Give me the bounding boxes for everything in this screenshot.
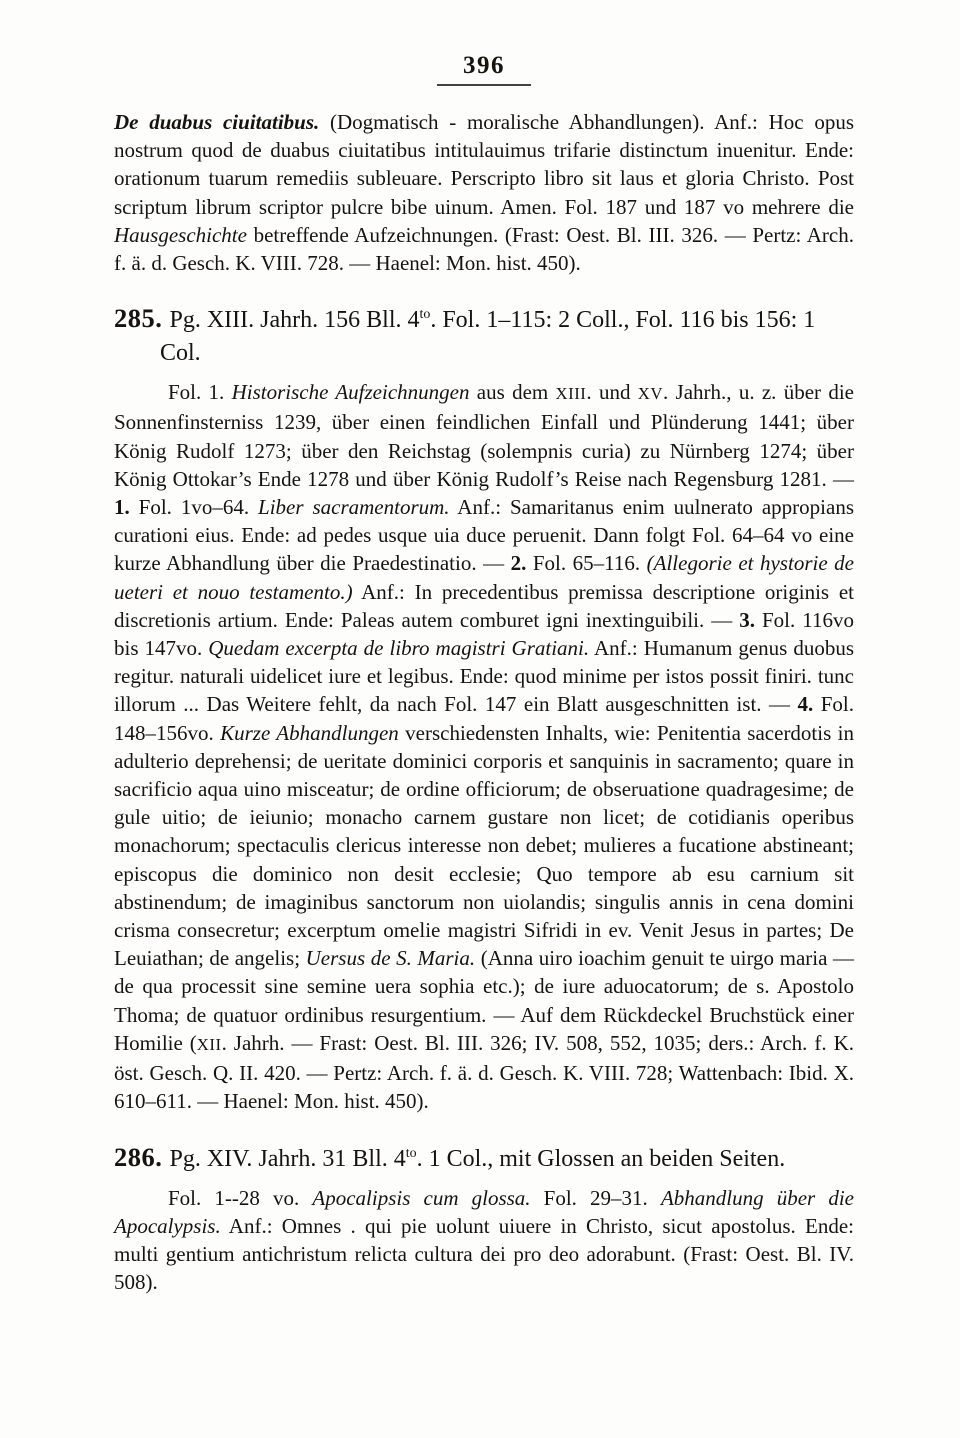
text-segment: 3. xyxy=(739,607,755,632)
text-segment: Fol. 65–116. xyxy=(526,551,647,576)
text-segment: Apocalipsis cum glossa. xyxy=(312,1185,531,1210)
paragraph xyxy=(114,378,860,1115)
paragraph xyxy=(114,1184,860,1297)
paragraph xyxy=(114,108,860,277)
text-segment: Kurze Abhandlungen xyxy=(220,720,399,745)
text-segment: De duabus ciuitatibus. xyxy=(114,110,320,134)
text-segment: . und xyxy=(586,380,638,405)
text-segment: . Jahrh. — Frast: Oest. Bl. III. 326; IV. 508, 552, 1035; ders.: Arch. f. K. öst. Gesch. Q. II. 420. — Pertz: Arch. f. ä. d. Gesch. K. VIII. 728; Wattenbach: Ibid. X. 610–611. — Haenel: Mon. hist. 450). xyxy=(114,1030,860,1114)
text-segment: Fol. 1vo–64. xyxy=(129,495,259,520)
entry-number: 286. xyxy=(114,1141,170,1172)
text-segment: Pg. XIV. Jahrh. 31 Bll. 4 xyxy=(169,1145,406,1172)
text-segment: XII xyxy=(196,1034,222,1054)
text-segment: 4. xyxy=(797,692,814,717)
text-segment: to xyxy=(419,307,431,323)
entry-number: 285. xyxy=(114,303,170,334)
text-segment: 1. xyxy=(114,495,130,520)
text-segment: XV xyxy=(637,384,663,404)
text-segment: Fol. 29–31. xyxy=(530,1185,661,1210)
text-segment: . Jahrh., u. z. über die Sonnenfinsterniss 1239, über einen feindlichen Einfall und Plünderung 1441; über König Rudolf 1273; über den Reichstag (solempnis curia) zu Nürnberg 1274; über König Ottokar’s Ende 1278 und über König Rudolf’s Reise nach Regensburg 1281. — xyxy=(114,380,860,491)
page-number: 396 xyxy=(463,52,505,79)
text-segment: (Dogmatisch - moralische Abhandlungen). Anf.: Hoc opus nostrum quod de duabus ciuitatibus intitulauimus trifarie distinctum inuenitur. Ende: orationum tuarum remediis subleuare. Perscripto libro sit laus et gloria Christo. Post scriptum librum scriptor pulcre bibe uinum. Amen. Fol. 187 und 187 vo mehrere die xyxy=(114,110,860,219)
entry-heading xyxy=(114,1141,854,1176)
text-segment: Fol. 1--28 vo. xyxy=(168,1185,313,1210)
text-segment: Quedam excerpta de libro magistri Gratiani. xyxy=(208,636,590,661)
text-segment: (Anna uiro ioachim genuit te uirgo maria — de qua processit sine semine uera sophia etc.); de iure aduocatorum; de s. Apostolo Thoma; de quatuor ordinibus resurgentium. — Auf dem Rückdeckel Bruchstück einer Homilie ( xyxy=(114,946,860,1055)
text-segment: . Fol. 1–115: 2 Coll., Fol. 116 bis 156: 1 Col. xyxy=(160,307,822,367)
text-segment: Historische Aufzeichnungen xyxy=(231,380,470,405)
text-segment: to xyxy=(405,1145,417,1161)
text-segment: aus dem xyxy=(469,380,556,405)
text-segment: 2. xyxy=(510,551,527,576)
header-rule xyxy=(437,84,531,86)
text-segment: Fol. 148–156vo. xyxy=(114,692,860,745)
text-segment: . 1 Col., mit Glossen an beiden Seiten. xyxy=(416,1145,786,1172)
text-segment: verschiedensten Inhalts, wie: Penitentia sacerdotis in adulterio deprehensi; de ueritate dominici corporis et sanquinis in sacramento; quare in sacrificio aqua uino misceatur; de ordine officiorum; de obseruatione quadragesime; de gule uitio; de ieiunio; monacho carnem gustare non licet; de cotidianis operibus monachorum; spectaculis clericus interesse non debet; mulieres a fucatione abstineant; episcopus die dominico non desit ecclesie; Quo tempore ab esu carnium sit abstinendum; de imaginibus sanctorum non uiolandis; singulis annis in cena domini crisma consecretur; excerptum omelie magistri Sifridi in ev. Venit Jesus in partes; De Leuiathan; de angelis; xyxy=(114,720,860,971)
text-segment: Pg. XIII. Jahrh. 156 Bll. 4 xyxy=(169,307,420,334)
text-segment: Uersus de S. Maria. xyxy=(305,946,476,971)
text-segment: Liber sacramentorum. xyxy=(258,495,450,520)
text-segment: Anf.: In precedentibus premissa descriptione originis et discretionis artium. Ende: Paleas autem comburet igni inextinguibili. — xyxy=(114,579,860,632)
text-segment: betreffende Aufzeichnungen. (Frast: Oest. Bl. III. 326. — Pertz: Arch. f. ä. d. Gesch. K. VIII. 728. — Haenel: Mon. hist. 450). xyxy=(114,222,860,276)
text-segment: Abhandlung über die Apocalypsis. xyxy=(114,1185,859,1238)
page-content xyxy=(114,108,860,1296)
page-header xyxy=(114,52,854,86)
text-segment: XIII xyxy=(555,384,587,404)
text-segment: Anf.: Samaritanus enim uulnerato appropians curationi eius. Ende: ad pedes usque uia duce peruenit. Dann folgt Fol. 64–64 vo eine kurze Abhandlung über die Praedestinatio. — xyxy=(114,495,860,576)
text-segment: Fol. 1. xyxy=(168,380,232,405)
text-segment: Hausgeschichte xyxy=(114,222,247,247)
entry-heading xyxy=(114,302,854,370)
text-segment: Anf.: Omnes . qui pie uolunt uiuere in Christo, sicut apostolus. Ende: multi gentium antichristum relicta cultura dei pro deo adorabunt. (Frast: Oest. Bl. IV. 508). xyxy=(114,1213,860,1295)
text-segment: (Allegorie et hystorie de ueteri et nouo testamento.) xyxy=(114,551,860,604)
text-segment: Fol. 116vo bis 147vo. xyxy=(114,607,860,661)
text-segment: Anf.: Humanum genus duobus regitur. naturali uidelicet iure et legibus. Ende: quod minime per istos possit finiri. tunc illorum ... Das Weitere fehlt, da nach Fol. 147 ein Blatt ausgeschnitten ist. — xyxy=(114,636,860,717)
